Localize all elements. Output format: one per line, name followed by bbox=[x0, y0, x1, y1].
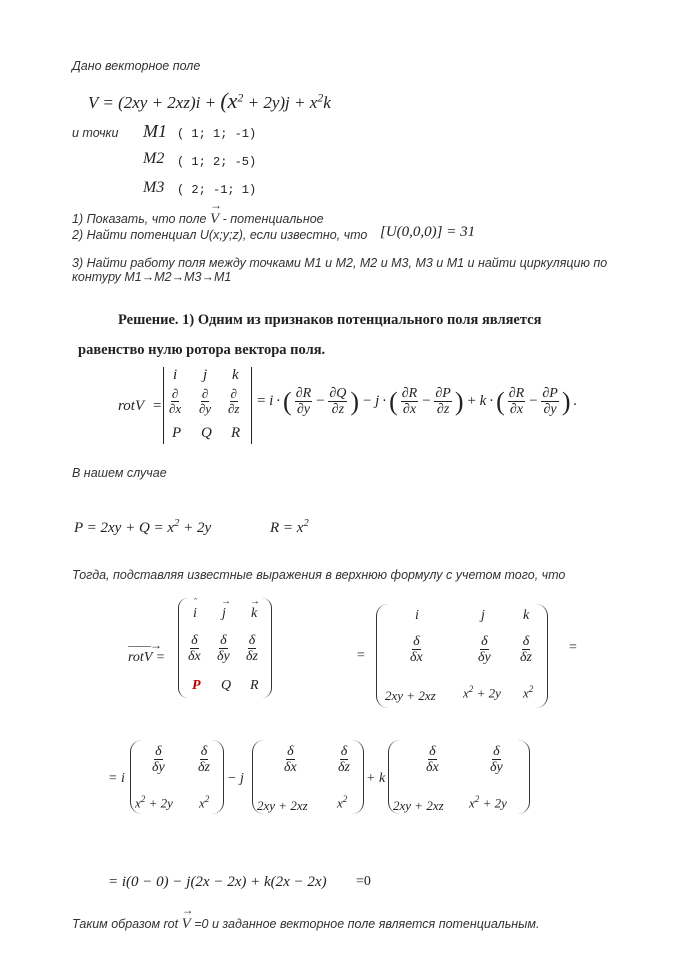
field-comp-k: k bbox=[323, 93, 331, 112]
task-1-vector-arrow: → bbox=[209, 198, 222, 212]
task-1-prefix: 1) Показать, что поле bbox=[72, 212, 207, 226]
then-text: Тогда, подставляя известные выражения в верхнюю формулу с учетом того, что bbox=[72, 568, 566, 582]
p-q-expression: $P = 2xy + Q = x^2 + 2y$ bbox=[74, 518, 212, 536]
r-expression: $R = x^2$ bbox=[270, 518, 309, 536]
point-2-coords: ( 1; 2; -5) bbox=[177, 155, 257, 169]
intro-text: Дано векторное поле bbox=[72, 59, 201, 73]
minor-2: $\frac{\delta}{\delta x}$ $\frac{\delta}{\delta z}$ 2xy + 2xz $x^2$ bbox=[252, 740, 364, 814]
minor-lead: = i bbox=[108, 771, 125, 786]
point-1-name: M1 bbox=[143, 121, 167, 141]
det-R: R bbox=[231, 425, 241, 441]
det-frac-z: ∂ ∂z bbox=[228, 386, 240, 417]
task-3-line-1: 3) Найти работу поля между точками М1 и М2, М2 и М3, М3 и М1 и найти циркуляцию по bbox=[72, 256, 608, 270]
det-i: i bbox=[173, 367, 178, 383]
field-comp-j-rest: + 2y)j + x bbox=[247, 93, 318, 112]
solution-line-2: равенство нулю ротора вектора поля. bbox=[78, 342, 326, 358]
task-2: 2) Найти потенциал U(x;y;z), если известно, что bbox=[72, 228, 368, 242]
result-zero: =0 bbox=[356, 874, 371, 889]
field-eq: = bbox=[102, 93, 114, 112]
rot-label: rotV bbox=[118, 398, 145, 414]
rot-determinant bbox=[163, 367, 252, 444]
points-label: и точки bbox=[72, 126, 119, 140]
field-comp-i: (2xy + 2xz)i + bbox=[118, 93, 217, 112]
task-3-line-2: контуру М1→М2→М3→М1 bbox=[72, 270, 232, 284]
rot-expansion: = i · ( $\frac{\partial R}{\partial y}$ − $\frac{\partial Q}{\partial z}$ ) − j · ( $\frac{\partial R}{\partial x}$ − $\frac{\partial P}{\partial z}$ ) + k · ( $\frac{\partial R}{\partial x}$ − $\frac{\partial P}{\partial y}$ ) . bbox=[256, 386, 578, 418]
field-formula bbox=[88, 88, 331, 114]
det-j: j bbox=[203, 367, 208, 383]
result-expression: = i(0 − 0) − j(2x − 2x) + k(2x − 2x) bbox=[108, 874, 327, 890]
point-3-coords: ( 2; -1; 1) bbox=[177, 183, 257, 197]
solution-line-1: Решение. 1) Одним из признаков потенциального поля является bbox=[118, 312, 542, 328]
field-comp-j-base: (x bbox=[220, 88, 238, 113]
conclusion: Таким образом rot → V =0 и заданное векторное поле является потенциальным. bbox=[72, 903, 540, 932]
det-P: P bbox=[172, 425, 182, 441]
minor-3: $\frac{\delta}{\delta x}$ $\frac{\delta}{\delta y}$ 2xy + 2xz $x^2 + 2y$ bbox=[388, 740, 530, 814]
task-1 bbox=[72, 198, 324, 228]
point-1-coords: ( 1; 1; -1) bbox=[177, 127, 257, 141]
minor-plus-k: + k bbox=[366, 771, 386, 786]
field-comp-k-sup: 2 bbox=[317, 90, 324, 105]
task-1-suffix: - потенциальное bbox=[222, 212, 324, 226]
field-comp-j-sup: 2 bbox=[237, 90, 244, 105]
matrix-2: i j k $\frac{\delta}{\delta x}$ $\frac{\delta}{\delta y}$ $\frac{\delta}{\delta z}$ 2xy + 2xz $x^2 + 2y$ $x^2$ bbox=[376, 604, 548, 708]
det-frac-y: ∂ ∂y bbox=[199, 386, 212, 417]
det-frac-x: ∂ ∂x bbox=[169, 386, 182, 417]
minor-minus-j: − j bbox=[227, 771, 244, 786]
point-2-name: M2 bbox=[143, 150, 165, 167]
conclusion-vector-arrow: → bbox=[181, 903, 194, 917]
point-3-name: M3 bbox=[143, 179, 165, 196]
task-2-condition: [U(0,0,0)] = 31 bbox=[380, 224, 476, 240]
det-k: k bbox=[232, 367, 239, 383]
rot-label-2: ——→ rotV = bbox=[128, 638, 166, 665]
red-P: P bbox=[192, 678, 201, 693]
task-1-vector: V bbox=[209, 211, 220, 227]
matrix-1: i j k ˆ → → $\frac{\delta}{\delta x}$ $\frac{\delta}{\delta y}$ $\frac{\delta}{\delta z}$ P Q R bbox=[178, 598, 272, 698]
minor-1: $\frac{\delta}{\delta y}$ $\frac{\delta}{\delta z}$ $x^2 + 2y$ $x^2$ bbox=[130, 740, 224, 814]
our-case-label: В нашем случае bbox=[72, 466, 167, 480]
det-Q: Q bbox=[201, 425, 212, 441]
field-lhs: V bbox=[88, 93, 99, 112]
